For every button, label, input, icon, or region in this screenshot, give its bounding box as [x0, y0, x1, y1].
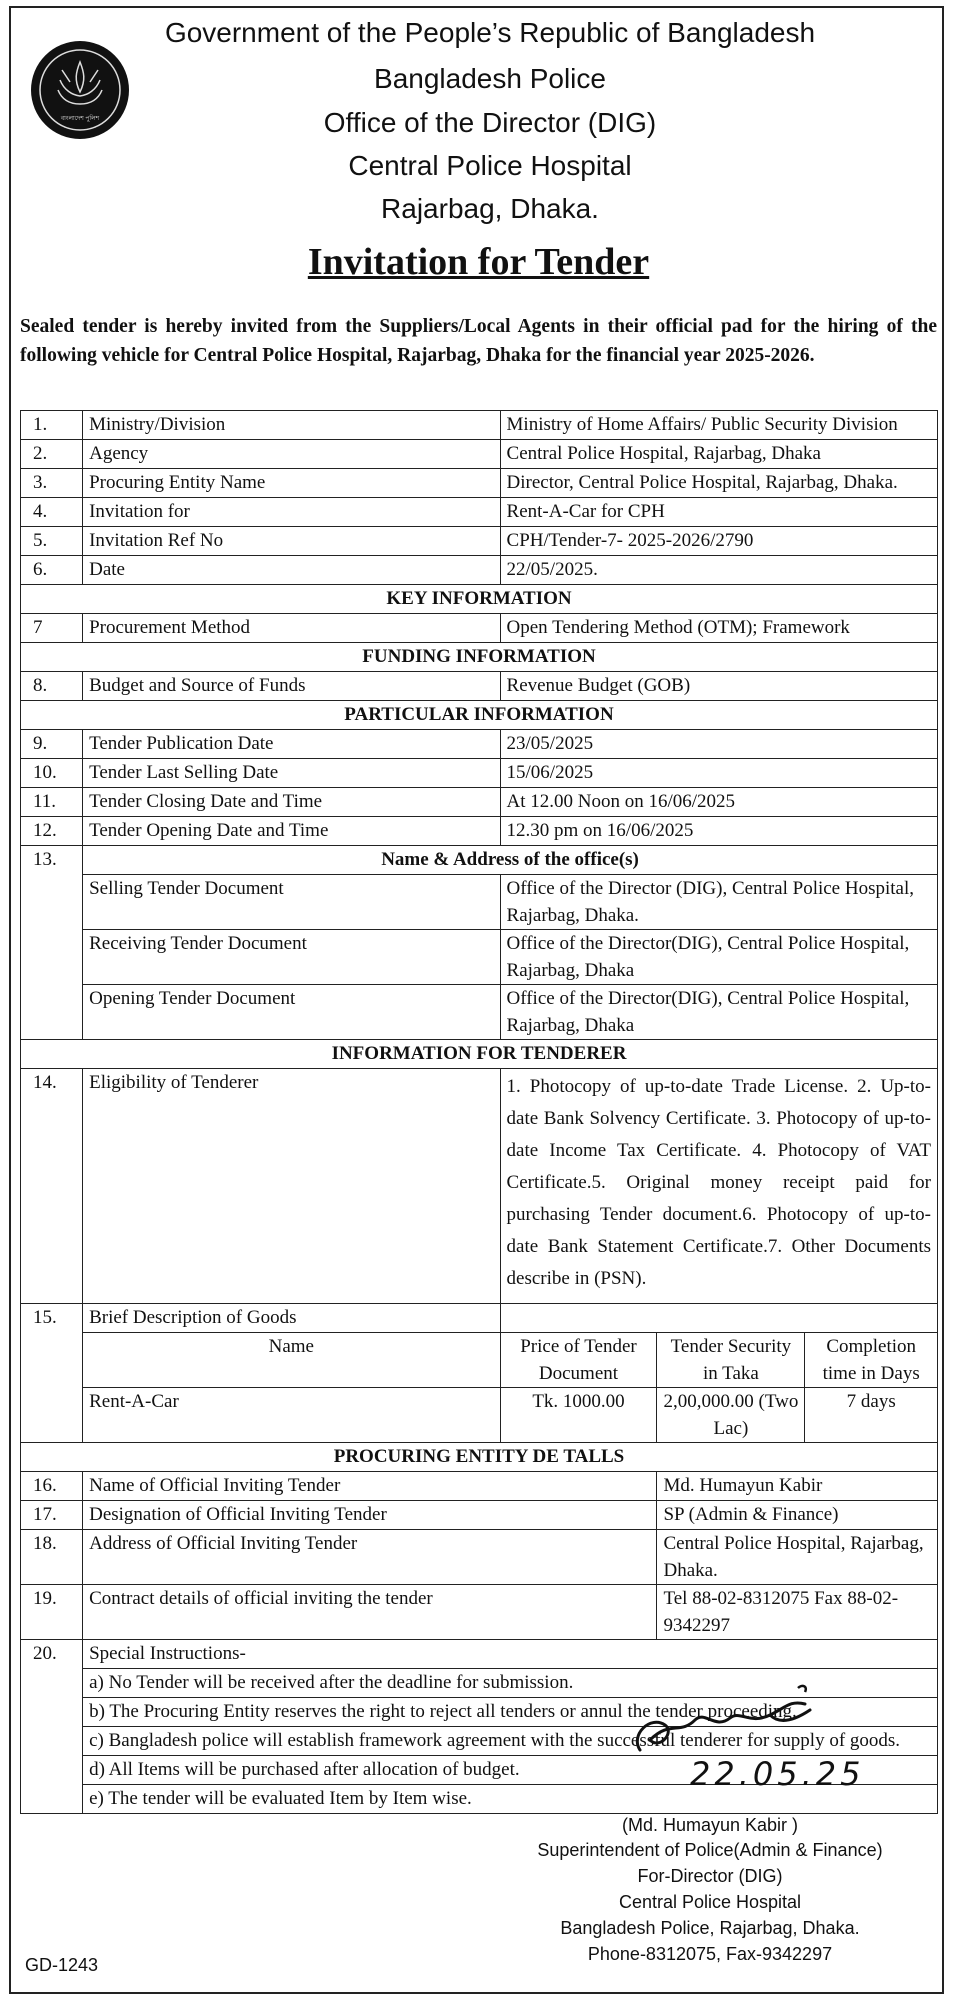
table-row	[21, 556, 938, 585]
table-row	[21, 1640, 938, 1669]
header-line-hospital: Central Police Hospital	[348, 150, 632, 181]
row-label: Address of Official Inviting Tender	[83, 1530, 657, 1585]
row-value: Central Police Hospital, Rajarbag, Dhaka	[500, 440, 937, 469]
row-number: 19.	[21, 1585, 83, 1640]
section-heading-funding: FUNDING INFORMATION	[21, 643, 938, 672]
row-value: Director, Central Police Hospital, Rajarbag, Dhaka.	[500, 469, 937, 498]
header-line-office: Office of the Director (DIG)	[323, 107, 657, 138]
signatory-address: Bangladesh Police, Rajarbag, Dhaka.	[560, 1918, 860, 1938]
row-label: Invitation for	[83, 498, 500, 527]
row-value: Rent-A-Car for CPH	[500, 498, 937, 527]
table-row	[21, 1472, 938, 1501]
goods-header-price: Price of Tender Document	[500, 1333, 657, 1388]
instruction-item: c) Bangladesh police will establish framework agreement with the successful tenderer for supply of goods.	[83, 1727, 938, 1756]
header-line-government: Government of the People’s Republic of Bangladesh	[164, 17, 816, 48]
row-value: Revenue Budget (GOB)	[500, 672, 937, 701]
row-number: 8.	[21, 672, 83, 701]
row-number: 4.	[21, 498, 83, 527]
intro-paragraph: Sealed tender is hereby invited from the Suppliers/Local Agents in their official pad for the hiring of the following vehicle for Central Police Hospital, Rajarbag, Dhaka for the financial year 2025-2026.	[20, 316, 937, 366]
goods-completion: 7 days	[805, 1388, 938, 1443]
eligibility-text: 1. Photocopy of up-to-date Trade License. 2. Up-to-date Bank Solvency Certificate. 3. Photocopy of up-to-date Income Tax Certificate. 4. Photocopy of VAT Certificate.5. Original money receipt paid for purchasing Tender document.6. Photocopy of up-to-date Bank Statement Certificate.7. Other Documents describe in (PSN).	[500, 1069, 937, 1304]
row-number: 12.	[21, 817, 83, 846]
row-value: CPH/Tender-7- 2025-2026/2790	[500, 527, 937, 556]
row-number: 7	[21, 614, 83, 643]
row-value: Tel 88-02-8312075 Fax 88-02-9342297	[657, 1585, 938, 1640]
row-label: Opening Tender Document	[83, 985, 500, 1040]
section-heading-particular: PARTICULAR INFORMATION	[21, 701, 938, 730]
row-label: Special Instructions-	[83, 1640, 938, 1669]
row-number: 14.	[21, 1069, 83, 1304]
table-row	[21, 730, 938, 759]
table-row	[21, 411, 938, 440]
table-row	[21, 440, 938, 469]
table-row	[21, 788, 938, 817]
row-value: Central Police Hospital, Rajarbag, Dhaka.	[657, 1530, 938, 1585]
table-row	[21, 846, 938, 875]
instruction-item: d) All Items will be purchased after allocation of budget.	[83, 1756, 938, 1785]
row-label: Date	[83, 556, 500, 585]
row-label: Ministry/Division	[83, 411, 500, 440]
table-row	[21, 1304, 938, 1333]
signatory-for: For-Director (DIG)	[637, 1866, 783, 1886]
row-value: Open Tendering Method (OTM); Framework	[500, 614, 937, 643]
row-label: Eligibility of Tenderer	[83, 1069, 500, 1304]
section-heading-tenderer: INFORMATION FOR TENDERER	[21, 1040, 938, 1069]
row-label: Tender Opening Date and Time	[83, 817, 500, 846]
row-label: Agency	[83, 440, 500, 469]
row-label: Selling Tender Document	[83, 875, 500, 930]
row-number: 9.	[21, 730, 83, 759]
row-number: 15.	[21, 1304, 83, 1443]
row-label: Tender Closing Date and Time	[83, 788, 500, 817]
goods-security: 2,00,000.00 (Two Lac)	[657, 1388, 805, 1443]
signatory-designation: Superintendent of Police(Admin & Finance)	[537, 1840, 883, 1860]
table-row	[21, 1585, 938, 1640]
row-value: Office of the Director(DIG), Central Police Hospital, Rajarbag, Dhaka	[500, 985, 937, 1040]
row-number: 18.	[21, 1530, 83, 1585]
row-value: Ministry of Home Affairs/ Public Security Division	[500, 411, 937, 440]
row-value: 23/05/2025	[500, 730, 937, 759]
goods-header-name: Name	[83, 1333, 500, 1388]
table-row	[21, 875, 938, 930]
table-row	[21, 527, 938, 556]
row-value: 12.30 pm on 16/06/2025	[500, 817, 937, 846]
row-number: 13.	[21, 846, 83, 1040]
table-row	[21, 985, 938, 1040]
row-label: Procurement Method	[83, 614, 500, 643]
row-value: At 12.00 Noon on 16/06/2025	[500, 788, 937, 817]
table-row	[21, 930, 938, 985]
page-title: Invitation for Tender	[307, 241, 650, 283]
table-row	[21, 817, 938, 846]
signatory-office: Central Police Hospital	[618, 1892, 802, 1912]
row-label: Budget and Source of Funds	[83, 672, 500, 701]
row-number: 6.	[21, 556, 83, 585]
section-heading-key: KEY INFORMATION	[21, 585, 938, 614]
instruction-item: b) The Procuring Entity reserves the right to reject all tenders or annul the tender proceeding.	[83, 1698, 938, 1727]
row-number: 1.	[21, 411, 83, 440]
goods-header-completion: Completion time in Days	[805, 1333, 938, 1388]
signature-date: 22.05.25	[690, 1755, 865, 1793]
row-label: Invitation Ref No	[83, 527, 500, 556]
table-row	[21, 498, 938, 527]
table-row	[21, 759, 938, 788]
row-value: Md. Humayun Kabir	[657, 1472, 938, 1501]
tender-table	[20, 410, 938, 1814]
row-number: 3.	[21, 469, 83, 498]
goods-header-row	[21, 1333, 938, 1388]
row-value: 22/05/2025.	[500, 556, 937, 585]
signatory-name: (Md. Humayun Kabir )	[621, 1815, 799, 1835]
row-label: Tender Publication Date	[83, 730, 500, 759]
row-number: 5.	[21, 527, 83, 556]
row-number: 11.	[21, 788, 83, 817]
office-heading: Name & Address of the office(s)	[83, 846, 938, 875]
header-line-location: Rajarbag, Dhaka.	[381, 193, 599, 224]
footer-code: GD-1243	[25, 1955, 99, 1975]
table-row	[21, 1069, 938, 1304]
row-value: SP (Admin & Finance)	[657, 1501, 938, 1530]
header-line-police: Bangladesh Police	[374, 63, 606, 94]
row-value: 15/06/2025	[500, 759, 937, 788]
row-value: Office of the Director(DIG), Central Police Hospital, Rajarbag, Dhaka	[500, 930, 937, 985]
section-heading-procuring: PROCURING ENTITY DE TALLS	[21, 1443, 938, 1472]
instruction-item: a) No Tender will be received after the deadline for submission.	[83, 1669, 938, 1698]
row-label: Brief Description of Goods	[83, 1304, 500, 1333]
goods-header-security: Tender Security in Taka	[657, 1333, 805, 1388]
row-label: Name of Official Inviting Tender	[83, 1472, 657, 1501]
goods-name: Rent-A-Car	[83, 1388, 500, 1443]
row-label: Tender Last Selling Date	[83, 759, 500, 788]
table-row	[21, 614, 938, 643]
row-label: Procuring Entity Name	[83, 469, 500, 498]
row-number: 20.	[21, 1640, 83, 1814]
row-value: Office of the Director (DIG), Central Police Hospital, Rajarbag, Dhaka.	[500, 875, 937, 930]
goods-price: Tk. 1000.00	[500, 1388, 657, 1443]
table-row	[21, 1501, 938, 1530]
letterhead	[0, 8, 957, 233]
row-label: Contract details of official inviting the tender	[83, 1585, 657, 1640]
row-label: Receiving Tender Document	[83, 930, 500, 985]
row-number: 2.	[21, 440, 83, 469]
table-row	[21, 469, 938, 498]
row-label: Designation of Official Inviting Tender	[83, 1501, 657, 1530]
row-number: 10.	[21, 759, 83, 788]
instruction-item: e) The tender will be evaluated Item by Item wise.	[83, 1785, 938, 1814]
emblem-text: বাংলাদেশ পুলিশ	[60, 116, 100, 122]
goods-row	[21, 1388, 938, 1443]
row-number: 16.	[21, 1472, 83, 1501]
police-emblem-icon	[30, 40, 130, 140]
table-row	[21, 1530, 938, 1585]
signatory-contact: Phone-8312075, Fax-9342297	[587, 1944, 833, 1964]
table-row	[21, 672, 938, 701]
row-number: 17.	[21, 1501, 83, 1530]
